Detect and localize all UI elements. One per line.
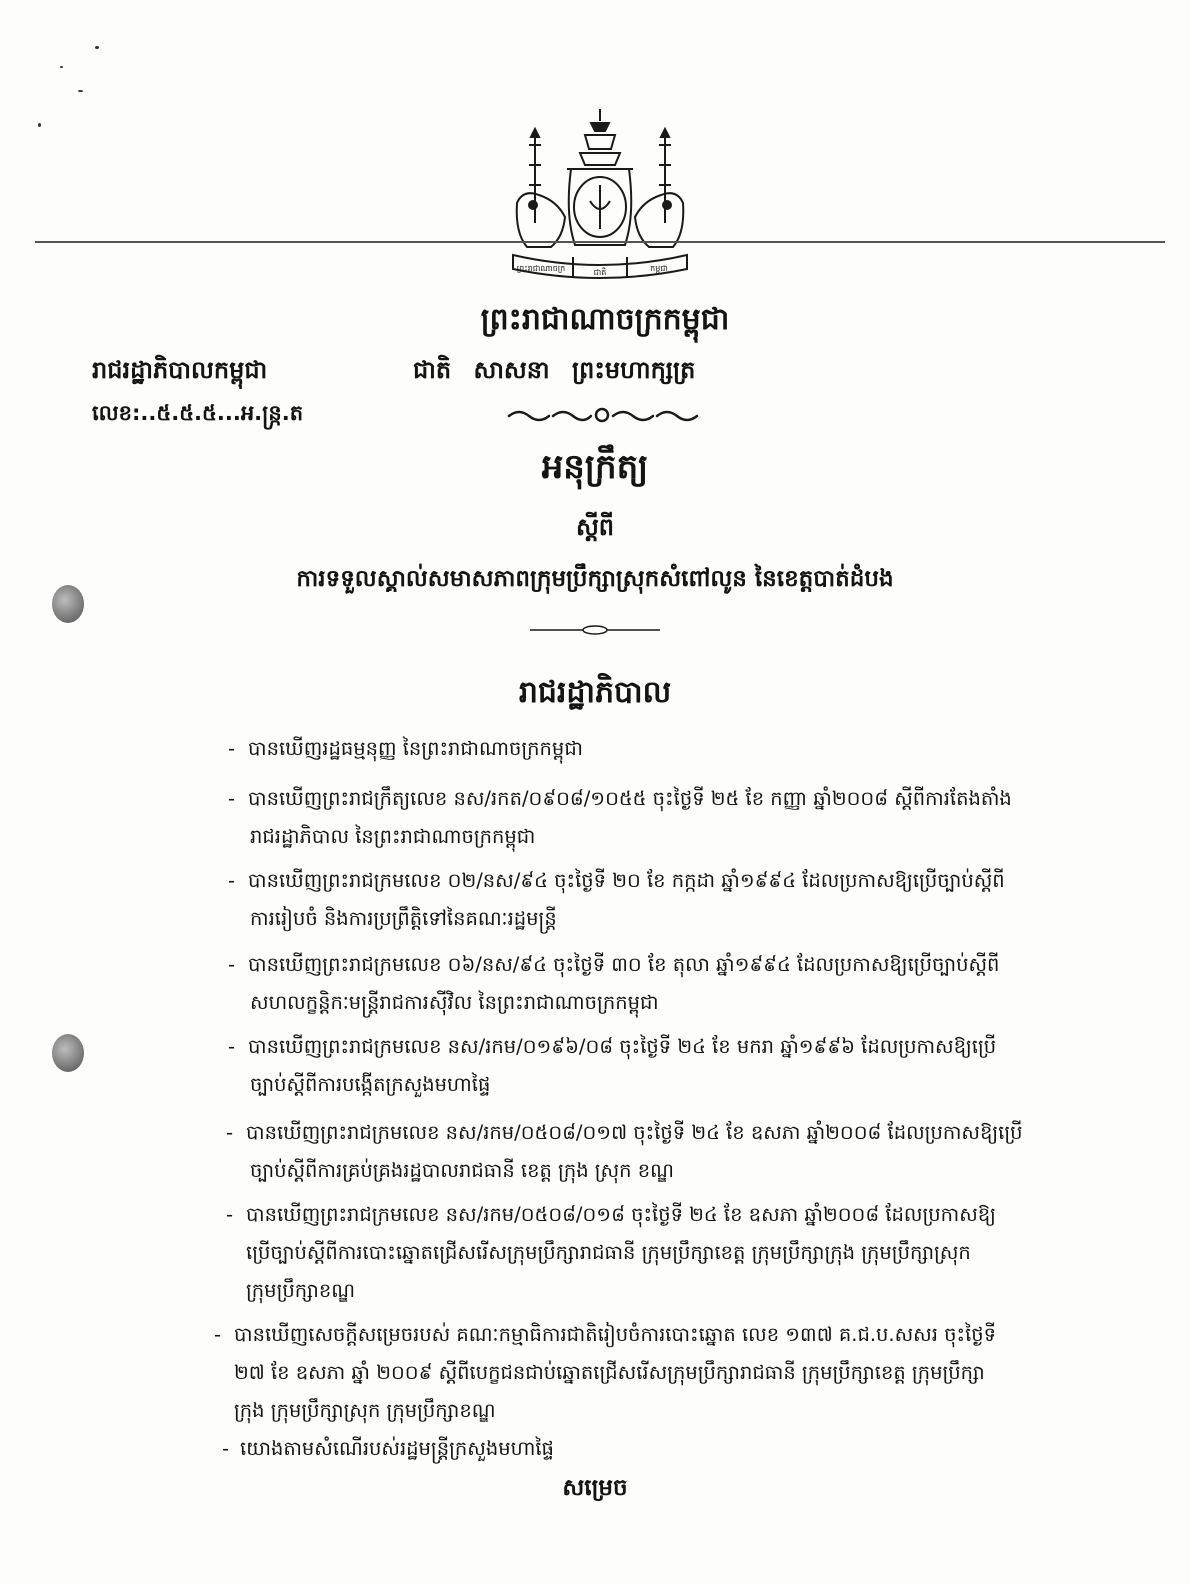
bullet-dash: - xyxy=(228,787,236,810)
consideration-line: សហលក្ខន្តិកៈមន្ត្រីរាជការស៊ីវិល នៃព្រះរាជាណាចក្រកម្ពុជា xyxy=(250,991,659,1014)
consideration-line: ប្រើច្បាប់ស្តីពីការបោះឆ្នោតជ្រើសរើសក្រុមប្រឹក្សារាជធានី ក្រុមប្រឹក្សាខេត្ត ក្រុមប្រឹក្សាក្រុង ក្រុមប្រឹក្សាស្រុក xyxy=(246,1241,971,1264)
bullet-dash: - xyxy=(228,869,236,892)
header-rule xyxy=(35,241,1165,243)
scan-speck xyxy=(38,123,41,127)
ornament-divider-icon xyxy=(505,404,700,426)
document-subject: ការទទួលស្គាល់សមាសភាពក្រុមប្រឹក្សាស្រុកសំពៅលូន នៃខេត្តបាត់ដំបង xyxy=(296,566,894,592)
kingdom-name: ព្រះរាជាណាចក្រកម្ពុជា xyxy=(480,302,730,337)
consideration-line: យោងតាមសំណើរបស់រដ្ឋមន្ត្រីក្រសួងមហាផ្ទៃ xyxy=(240,1437,554,1460)
consideration-line: បានឃើញព្រះរាជក្រមលេខ ០២/នស/៩៤ ចុះថ្ងៃទី ២០ ខែ កក្កដា ឆ្នាំ១៩៩៤ ដែលប្រកាសឱ្យប្រើច្បាប់ស្តីពី xyxy=(248,869,1005,892)
decision-heading: សម្រេច xyxy=(562,1475,628,1501)
bullet-dash: - xyxy=(228,1035,236,1058)
bullet-dash: - xyxy=(226,1121,234,1144)
document-type: អនុក្រឹត្យ xyxy=(541,447,649,487)
consideration-line: ២៧ ខែ ឧសភា ឆ្នាំ ២០០៩ ស្តីពីបេក្ខជនជាប់ឆ្នោតជ្រើសរើសក្រុមប្រឹក្សារាជធានី ក្រុមប្រឹក្សាខេត្ត ក្រុមប្រឹក្សា xyxy=(234,1361,985,1384)
consideration-line: បានឃើញព្រះរាជក្រមលេខ នស/រកម/០៥០៨/០១៨ ចុះថ្ងៃទី ២៤ ខែ ឧសភា ឆ្នាំ២០០៨ ដែលប្រកាសឱ្យ xyxy=(246,1203,996,1226)
reference-number: លេខ:..៥.៥.៥...អ.ន្ក្រ.ត xyxy=(92,401,304,425)
consideration-line: បានឃើញព្រះរាជក្រមលេខ នស/រកម/០១៩៦/០៨ ចុះថ្ងៃទី ២៤ ខែ មករា ឆ្នាំ១៩៩៦ ដែលប្រកាសឱ្យប្រើ xyxy=(248,1035,997,1058)
bullet-dash: - xyxy=(228,737,236,760)
royal-coat-of-arms-icon xyxy=(505,105,695,285)
consideration-line: ច្បាប់ស្តីពីការគ្រប់គ្រងរដ្ឋបាលរាជធានី ខេត្ត ក្រុង ស្រុក ខណ្ឌ xyxy=(250,1159,674,1182)
scan-speck xyxy=(95,46,99,49)
punch-hole xyxy=(52,585,84,623)
emblem-banner-text: កម្ពុជា xyxy=(650,264,668,273)
consideration-line: បានឃើញព្រះរាជក្រឹត្យលេខ នស/រកត/០៩០៨/១០៥៥ ចុះថ្ងៃទី ២៥ ខែ កញ្ញា ឆ្នាំ២០០៨ ស្តីពីការតែងតាំង xyxy=(248,787,1012,810)
consideration-line: បានឃើញរដ្ឋធម្មនុញ្ញ នៃព្រះរាជាណាចក្រកម្ពុជា xyxy=(248,737,583,760)
issuing-government: រាជរដ្ឋាភិបាលកម្ពុជា xyxy=(92,356,268,384)
bullet-dash: - xyxy=(222,1437,230,1460)
emblem-banner-text: ព្រះរាជាណាចក្រ xyxy=(516,264,566,273)
consideration-line: ការរៀបចំ និងការប្រព្រឹត្តិទៅនៃគណៈរដ្ឋមន្ត្រី xyxy=(250,907,557,930)
consideration-line: បានឃើញសេចក្តីសម្រេចរបស់ គណៈកម្មាធិការជាតិរៀបចំការបោះឆ្នោត លេខ ១៣៧ គ.ជ.ប.សសរ ចុះថ្ងៃទី xyxy=(234,1323,997,1346)
consideration-line: ច្បាប់ស្តីពីការបង្កើតក្រសួងមហាផ្ទៃ xyxy=(250,1073,491,1096)
consideration-line: ក្រុង ក្រុមប្រឹក្សាស្រុក ក្រុមប្រឹក្សាខណ្ឌ xyxy=(234,1399,496,1422)
scan-speck xyxy=(78,90,83,92)
bullet-dash: - xyxy=(214,1323,222,1346)
bullet-dash: - xyxy=(226,1203,234,1226)
government-heading: រាជរដ្ឋាភិបាល xyxy=(518,675,672,710)
emblem-banner-text: ជាតិ xyxy=(593,268,607,277)
small-divider-icon xyxy=(530,623,660,637)
consideration-line: រាជរដ្ឋាភិបាល នៃព្រះរាជាណាចក្រកម្ពុជា xyxy=(250,825,536,848)
national-motto: ជាតិ សាសនា ព្រះមហាក្សត្រ xyxy=(413,356,696,384)
consideration-line: បានឃើញព្រះរាជក្រមលេខ នស/រកម/០៥០៨/០១៧ ចុះថ្ងៃទី ២៤ ខែ ឧសភា ឆ្នាំ២០០៨ ដែលប្រកាសឱ្យប្រើ xyxy=(246,1121,1023,1144)
bullet-dash: - xyxy=(228,953,236,976)
scan-speck xyxy=(60,66,63,68)
consideration-line: ក្រុមប្រឹក្សាខណ្ឌ xyxy=(246,1279,356,1302)
consideration-line: បានឃើញព្រះរាជក្រមលេខ ០៦/នស/៩៤ ចុះថ្ងៃទី ៣០ ខែ តុលា ឆ្នាំ១៩៩៤ ដែលប្រកាសឱ្យប្រើច្បាប់ស្តីពី xyxy=(248,953,1000,976)
punch-hole xyxy=(52,1034,84,1072)
about-label: ស្តីពី xyxy=(575,513,615,541)
